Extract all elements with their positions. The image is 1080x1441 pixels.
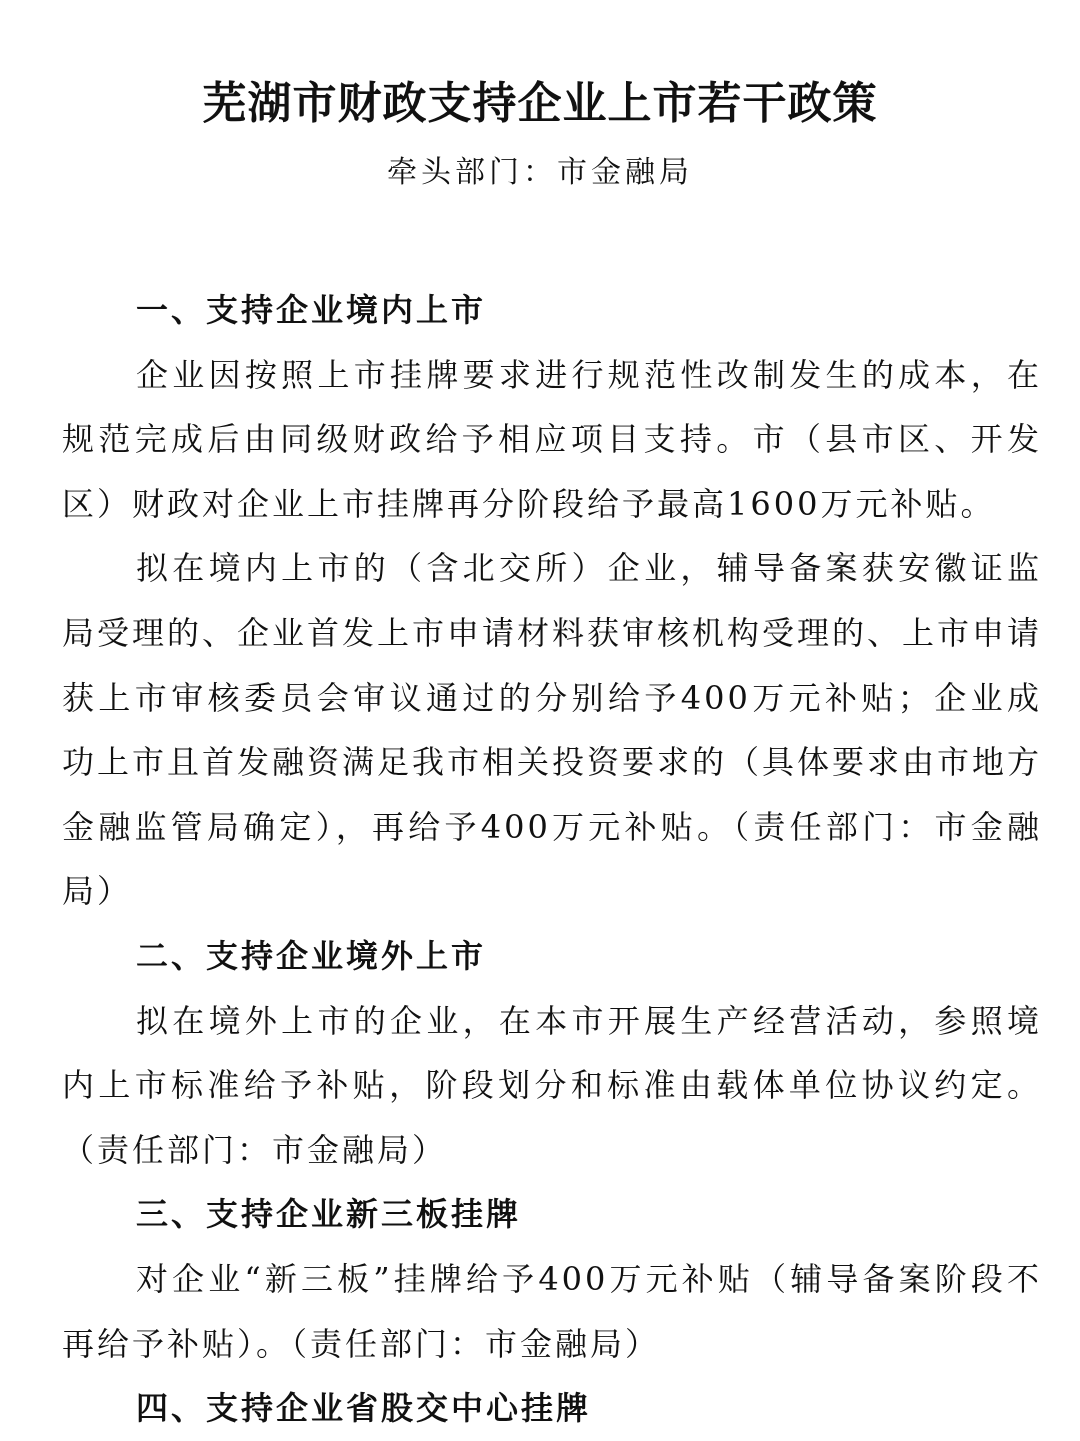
document-body: [62, 278, 1042, 1441]
section-heading: 四、支持企业省股交中心挂牌: [136, 1389, 592, 1428]
section-heading: 三、支持企业新三板挂牌: [136, 1195, 522, 1234]
lead-department: 牵头部门：市金融局: [387, 155, 693, 190]
section-paragraph: 企业因按照上市挂牌要求进行规范性改制发生的成本，在规范完成后由同级财政给予相应项目支持。市（县市区、开发区）财政对企业上市挂牌再分阶段给予最高1600万元补贴。: [62, 355, 1042, 523]
section-heading: 一、支持企业境内上市: [136, 291, 487, 329]
document-title: 芜湖市财政支持企业上市若干政策: [202, 78, 878, 129]
section-paragraph: 对企业“新三板”挂牌给予400万元补贴（辅导备案阶段不再给予补贴）。（责任部门：市金融局）: [62, 1259, 1042, 1363]
section-heading: 二、支持企业境外上市: [136, 936, 487, 975]
section-paragraph: 拟在境外上市的企业，在本市开展生产经营活动，参照境内上市标准给予补贴，阶段划分和标准由载体单位协议约定。（责任部门：市金融局）: [62, 1001, 1042, 1169]
section-paragraph: 拟在境内上市的（含北交所）企业，辅导备案获安徽证监局受理的、企业首发上市申请材料获审核机构受理的、上市申请获上市审核委员会审议通过的分别给予400万元补贴；企业成功上市且首发融资满足我市相关投资要求的（具体要求由市地方金融监管局确定），再给予400万元补贴。（责任部门：市金融局）: [62, 549, 1043, 911]
